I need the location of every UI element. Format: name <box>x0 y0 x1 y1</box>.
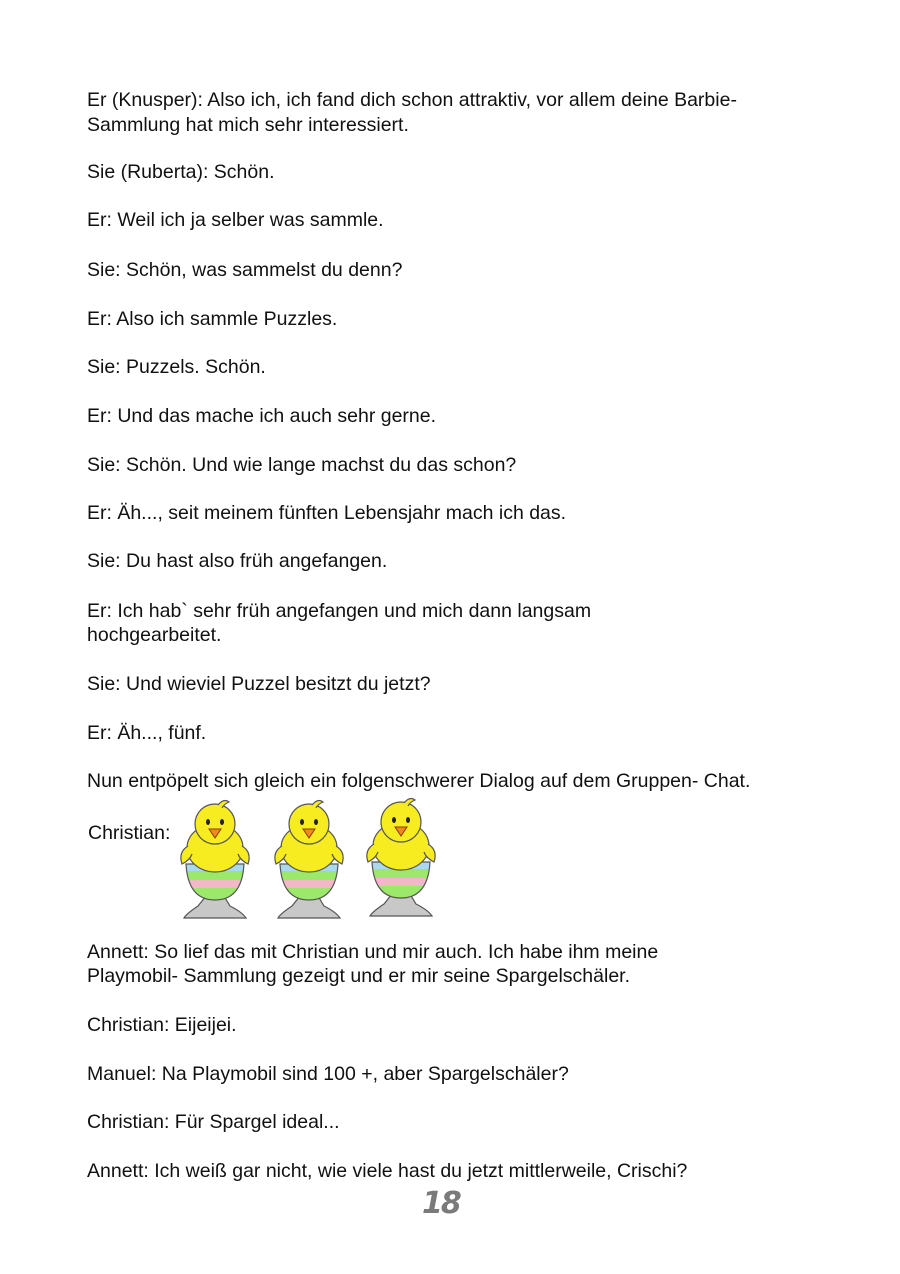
dialogue-line: hochgearbeitet. <box>87 624 222 646</box>
dialogue-line: Christian: Eijeijei. <box>87 1014 237 1036</box>
page-number: 18 <box>422 1186 460 1221</box>
dialogue-line: Nun entpöpelt sich gleich ein folgenschwerer Dialog auf dem Gruppen- Chat. <box>87 770 751 792</box>
dialogue-line: Annett: Ich weiß gar nicht, wie viele hast du jetzt mittlerweile, Crischi? <box>87 1160 688 1182</box>
dialogue-line: Er: Und das mache ich auch sehr gerne. <box>87 405 437 427</box>
easter-chick-icon <box>176 801 256 918</box>
dialogue-line: Playmobil- Sammlung gezeigt und er mir seine Spargelschäler. <box>87 965 631 987</box>
dialogue-line: Annett: So lief das mit Christian und mir auch. Ich habe ihm meine <box>87 941 659 963</box>
dialogue-line: Christian: Für Spargel ideal... <box>87 1111 340 1133</box>
easter-chick-icon <box>362 799 442 916</box>
dialogue-line: Sie: Schön, was sammelst du denn? <box>87 259 403 281</box>
dialogue-line: Er: Ich hab` sehr früh angefangen und mich dann langsam <box>87 600 592 622</box>
dialogue-line: Sammlung hat mich sehr interessiert. <box>87 114 409 136</box>
dialogue-line: Sie (Ruberta): Schön. <box>87 161 275 183</box>
dialogue-line: Er: Also ich sammle Puzzles. <box>87 308 338 330</box>
dialogue-line: Sie: Du hast also früh angefangen. <box>87 550 388 572</box>
dialogue-line: Er: Äh..., seit meinem fünften Lebensjahr mach ich das. <box>87 502 567 524</box>
easter-chick-icon <box>270 801 350 918</box>
dialogue-line: Manuel: Na Playmobil sind 100 +, aber Spargelschäler? <box>87 1063 569 1085</box>
dialogue-line: Er: Weil ich ja selber was sammle. <box>87 209 384 231</box>
dialogue-line: Er (Knusper): Also ich, ich fand dich schon attraktiv, vor allem deine Barbie- <box>87 89 737 111</box>
easter-chick-emoji-row <box>176 794 446 924</box>
dialogue-speaker: Christian: <box>88 822 171 844</box>
dialogue-line: Sie: Puzzels. Schön. <box>87 356 266 378</box>
dialogue-line: Sie: Schön. Und wie lange machst du das schon? <box>87 454 517 476</box>
dialogue-line: Er: Äh..., fünf. <box>87 722 207 744</box>
dialogue-line: Sie: Und wieviel Puzzel besitzt du jetzt? <box>87 673 431 695</box>
